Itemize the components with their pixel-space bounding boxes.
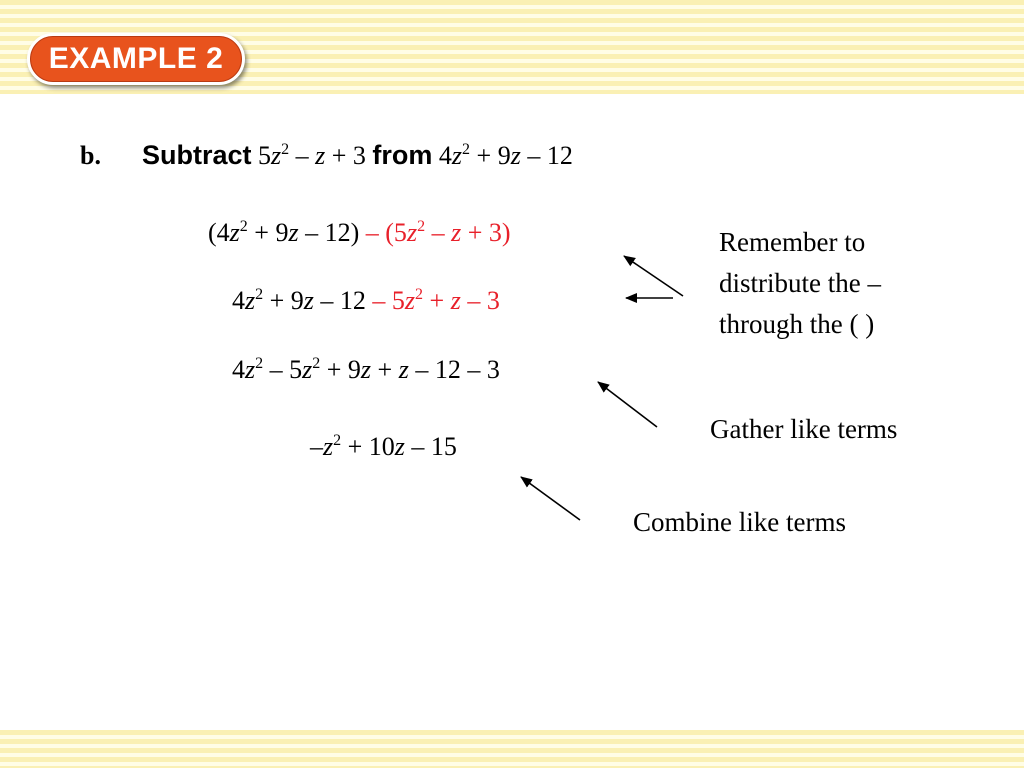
step-1: $(4z^2 + 9z - 12) - (5z^2 - z + 3)$: [208, 218, 511, 247]
distribute-note-line3: through the ( ): [719, 309, 875, 339]
combine-note: Combine like terms: [633, 507, 846, 537]
step-2: $4z^2 + 9z - 12 - 5z^2 + z - 3$: [232, 286, 500, 315]
problem-label: b.: [80, 141, 101, 170]
example-badge-label: EXAMPLE 2: [48, 42, 224, 75]
problem-second-expression: $4z^2 + 9z - 12$: [438, 141, 573, 170]
distribute-note-line2: distribute the –: [719, 268, 881, 298]
arrow-to-step-4: [521, 477, 580, 520]
arrow-to-step-3: [598, 382, 657, 427]
problem-first-expression: $5z^2 - z + 3$: [258, 141, 366, 170]
step-4: $-z^2 + 10z - 15$: [310, 432, 457, 461]
arrow-to-step-1: [624, 256, 683, 296]
step-3: $4z^2 - 5z^2 + 9z + z - 12 - 3$: [232, 355, 500, 384]
gather-note: Gather like terms: [710, 414, 898, 444]
problem-verb: Subtract: [141, 140, 252, 170]
distribute-note-line1: Remember to: [719, 227, 866, 257]
problem-preposition: from: [372, 140, 433, 170]
